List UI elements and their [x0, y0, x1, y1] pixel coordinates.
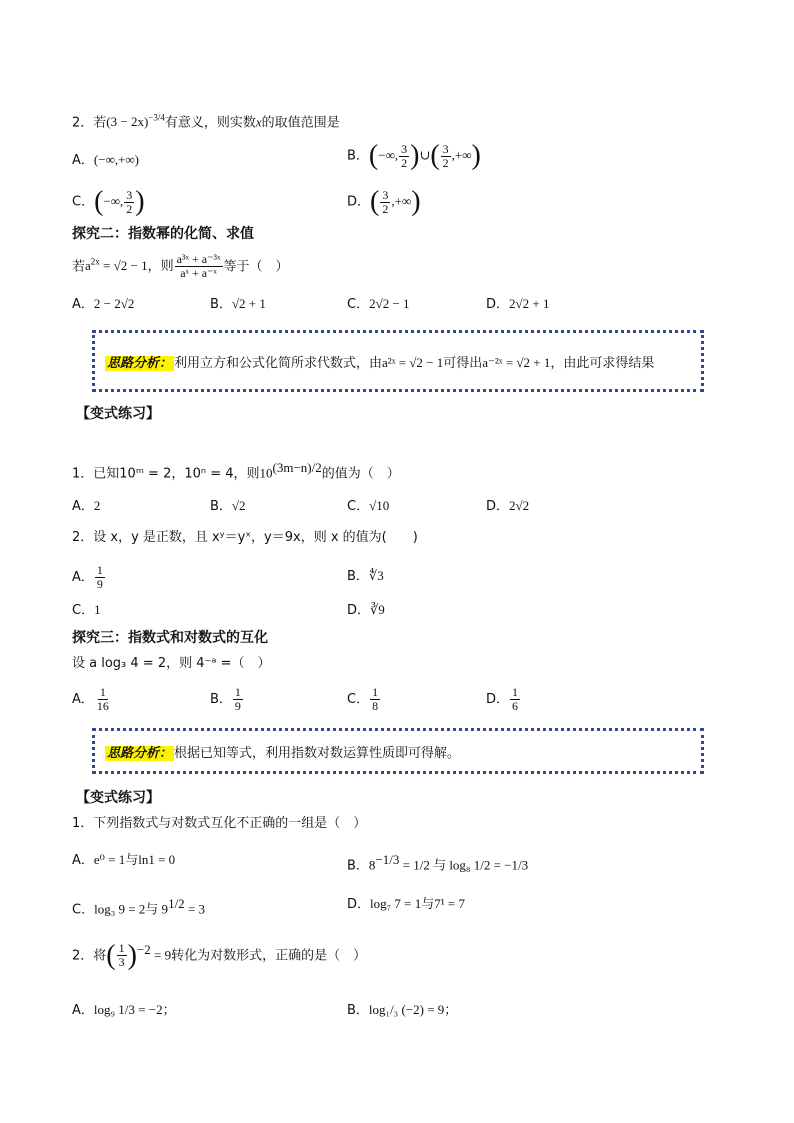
variant1-q1-option-b: B．√2	[210, 498, 246, 514]
variant1-q1-option-a: A．2	[72, 498, 101, 514]
hint-tag: 思路分析：	[107, 356, 173, 371]
variant1-q2-option-a: A． $\frac{1}{9}$	[72, 563, 103, 591]
q2-suffix2: 的取值范围是	[261, 115, 340, 131]
section2-option-a: A．2 − 2√2	[72, 296, 135, 312]
variant2-q2-option-a: A．log₉ 1/3 = −2；	[72, 1002, 176, 1018]
variant1-heading: 【变式练习】	[76, 406, 160, 422]
variant1-q2-option-b: B．∜3	[347, 568, 384, 584]
variant1-question-2: 2．设 x，y 是正数，且 xʸ＝yˣ，y＝9x，则 x 的值为( )	[72, 530, 418, 545]
variant1-q2-option-c: C．1	[72, 602, 101, 618]
variant1-question-1: 1．已知10ᵐ = 2，10ⁿ = 4，则$10^{(3m-n)/2}$的值为（ ）	[72, 460, 400, 482]
variant2-q2-option-b: B．log₁/₃ (−2) = 9；	[347, 1002, 458, 1018]
q2-option-a: A．(−∞,+∞)	[72, 152, 140, 168]
variant2-heading: 【变式练习】	[76, 790, 160, 806]
section3-heading: 探究三：指数式和对数式的互化	[72, 630, 268, 646]
q2-prefix: 2．若	[72, 115, 107, 131]
section2-hint-box	[92, 330, 704, 392]
section3-option-a: A． $\frac{1}{16}$	[72, 685, 109, 713]
q2-suffix: 有意义，则实数	[164, 115, 256, 131]
section2-option-b: B．√2 + 1	[210, 296, 266, 312]
section2-heading: 探究二：指数幂的化简、求值	[72, 226, 254, 242]
variant2-q1-option-d: D．log₇ 7 = 1与7¹ = 7	[347, 896, 465, 912]
section2-option-d: D．2√2 + 1	[486, 296, 550, 312]
section3-hint: 思路分析： 根据已知等式，利用指数对数运算性质即可得解。	[107, 746, 461, 761]
variant1-q1-option-c: C．√10	[347, 498, 390, 514]
variant2-question-2: 2．将( $\frac{1}{3}$ )$^{-2}$ = 9转化为对数形式，正确的是（ ）	[72, 939, 367, 971]
section3-question: 设 a log₃ 4 = 2，则 4⁻ᵃ =（ ）	[72, 656, 271, 671]
variant1-q2-option-d: D．∛9	[347, 602, 385, 618]
hint-tag: 思路分析：	[107, 746, 173, 761]
section3-option-d: D． $\frac{1}{6}$	[486, 685, 519, 713]
section2-hint: 思路分析： 利用立方和公式化简所求代数式，由a²ˣ = √2 − 1可得出a⁻²ˣ = √2 + 1，由此可求得结果	[107, 355, 655, 371]
section3-hint-box	[92, 728, 704, 774]
variant2-q1-option-c: C．log₃ 9 = 2与 $9^{1/2} = 3$	[72, 896, 206, 918]
q2-option-c: C．(−∞, $\frac{3}{2}$ )	[72, 186, 145, 217]
variant1-q1-option-d: D．2√2	[486, 498, 530, 514]
section3-option-c: C． $\frac{1}{8}$	[347, 685, 379, 713]
variant2-q1-option-a: A．e⁰ = 1与ln1 = 0	[72, 852, 176, 868]
q2-option-d: D．( $\frac{3}{2}$ ,+∞)	[347, 186, 421, 217]
question-2	[72, 108, 340, 133]
section3-option-b: B． $\frac{1}{9}$	[210, 685, 241, 713]
q2-expr: $(3 - 2x)^{-3/4}$	[106, 113, 165, 130]
q2-var: x	[255, 114, 262, 130]
section2-option-c: C．2√2 − 1	[347, 296, 410, 312]
q2-option-b: B．(−∞, $\frac{3}{2}$ )∪( $\frac{3}{2}$ ,+∞)	[347, 140, 481, 171]
variant2-q1-option-b: B．$8^{-1/3} = 1/2$ 与 log₈ 1/2 = −1/3	[347, 852, 529, 874]
section2-question: 若$a^{2x} = √2 - 1$，则 $\frac{\text{a³ˣ + a⁻³ˣ}}{\text{aˣ + a⁻ˣ}}$ 等于（ ）	[72, 252, 289, 281]
variant2-question-1: 1．下列指数式与对数式互化不正确的一组是（ ）	[72, 816, 367, 831]
